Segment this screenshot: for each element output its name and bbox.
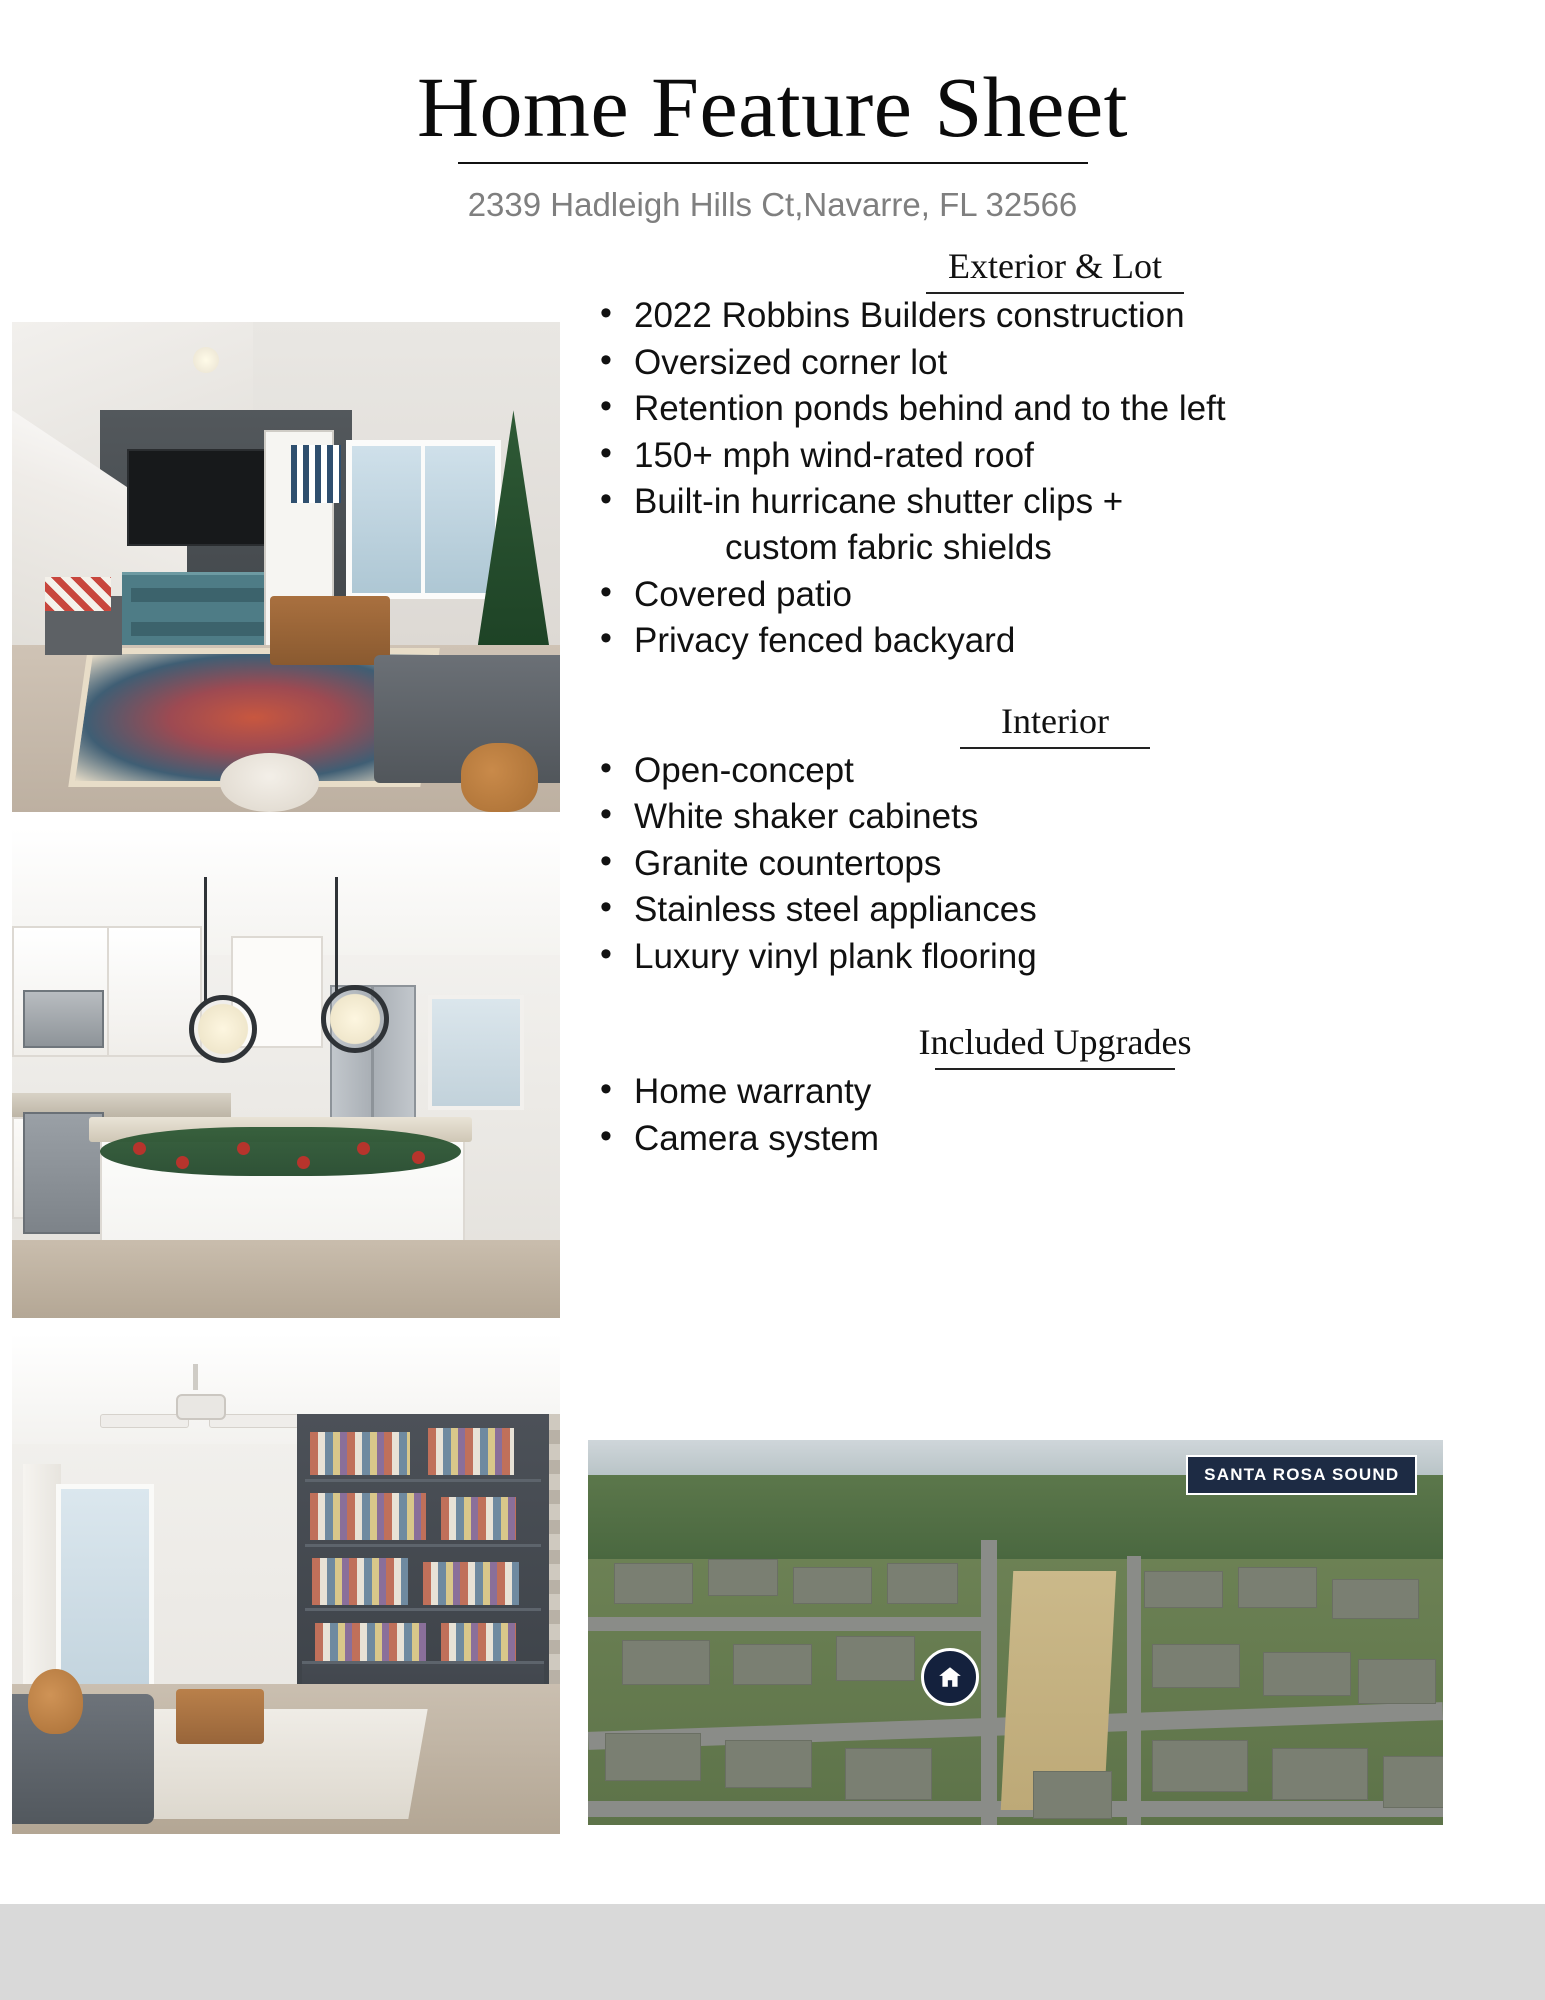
property-address: 2339 Hadleigh Hills Ct,Navarre, FL 32566 <box>467 186 1078 224</box>
list-item: • Home warranty <box>580 1070 1530 1114</box>
pendant-light-icon <box>189 995 257 1063</box>
features-column <box>580 245 1530 1163</box>
ceiling-fan-icon <box>176 1394 226 1420</box>
list-item: • 2022 Robbins Builders construction <box>580 294 1530 338</box>
list-item: • Open-concept <box>580 749 1530 793</box>
santa-rosa-sound-label: SANTA ROSA SOUND <box>1186 1455 1417 1495</box>
footer-band <box>0 1901 1545 2000</box>
section-heading-upgrades: Included Upgrades <box>918 1022 1192 1063</box>
list-item: • Luxury vinyl plank flooring <box>580 935 1530 979</box>
photo-column <box>12 322 560 1834</box>
exterior-feature-list <box>580 294 1530 664</box>
list-item: • Oversized corner lot <box>580 341 1530 385</box>
list-item-continuation: custom fabric shields <box>725 528 1052 568</box>
list-item: • 150+ mph wind-rated roof <box>580 434 1530 478</box>
list-item: • Stainless steel appliances <box>580 888 1530 932</box>
section-upgrades <box>580 1021 1530 1161</box>
living-room-photo <box>12 322 560 812</box>
kitchen-photo <box>12 828 560 1318</box>
pendant-light-icon <box>321 985 389 1053</box>
garland-decor <box>100 1127 462 1176</box>
list-item: • Privacy fenced backyard <box>580 619 1530 663</box>
section-interior <box>580 700 1530 979</box>
section-exterior <box>580 245 1530 664</box>
list-item: • Covered patio <box>580 573 1530 617</box>
list-item: • Granite countertops <box>580 842 1530 886</box>
list-item: • Retention ponds behind and to the left <box>580 387 1530 431</box>
page-title: Home Feature Sheet <box>416 59 1129 155</box>
den-bookshelf-photo <box>12 1334 560 1834</box>
list-item: • Built-in hurricane shutter clips + <box>580 480 1530 524</box>
section-heading-interior: Interior <box>1001 700 1109 741</box>
section-heading-exterior: Exterior & Lot <box>948 246 1162 286</box>
upgrades-feature-list <box>580 1070 1530 1161</box>
list-item: • Camera system <box>580 1117 1530 1161</box>
list-item: • White shaker cabinets <box>580 795 1530 839</box>
interior-feature-list <box>580 749 1530 979</box>
title-underline <box>458 162 1088 164</box>
home-pin-icon <box>921 1648 979 1706</box>
aerial-neighborhood-photo <box>588 1440 1443 1825</box>
